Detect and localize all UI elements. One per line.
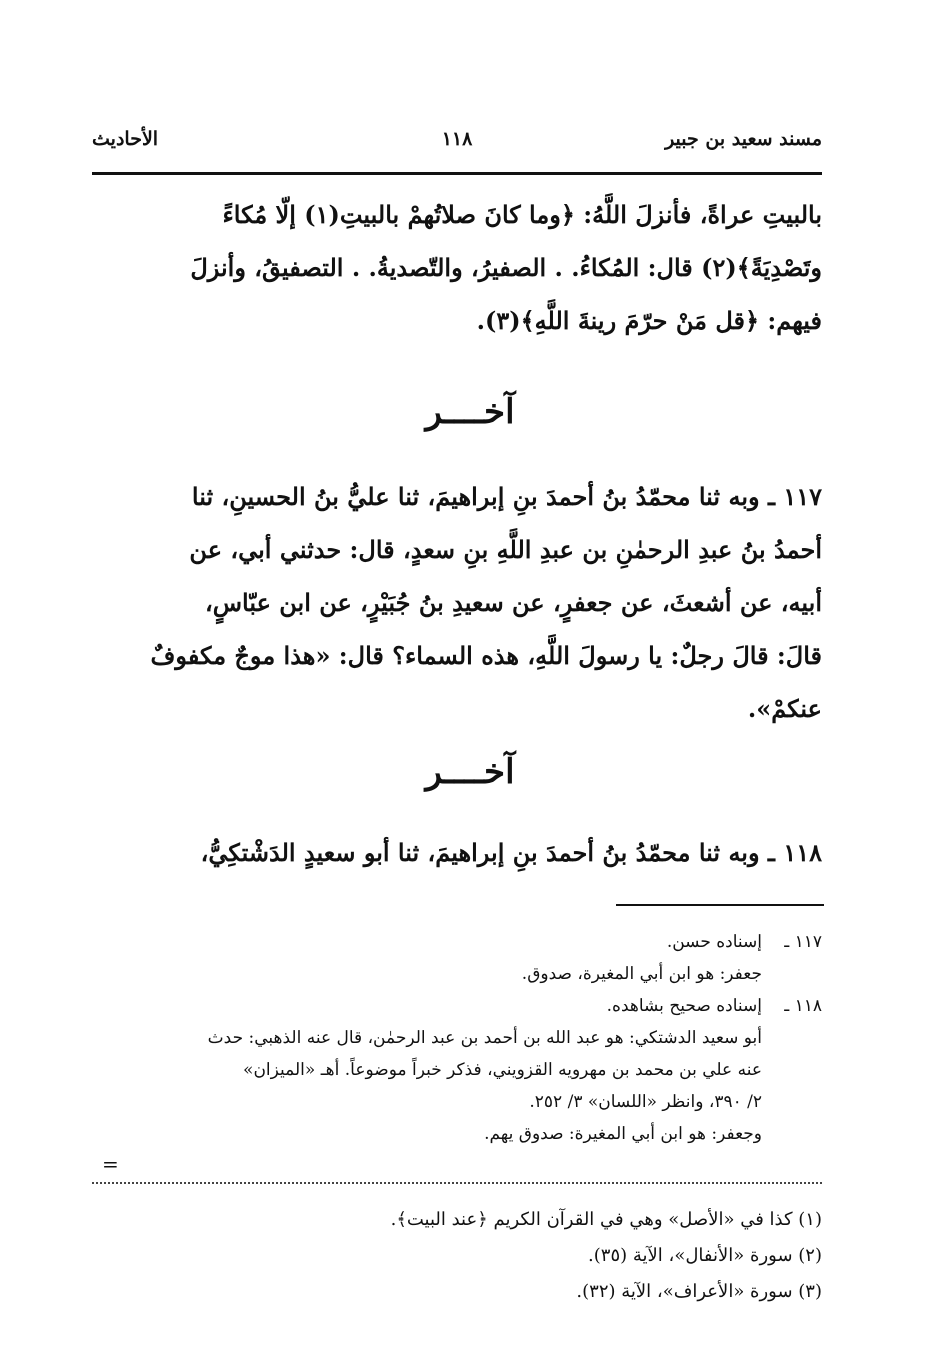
continuation-mark: =	[102, 1152, 119, 1176]
text-line: بالبيتِ عراةً، فأنزلَ اللَّهُ: ﴿وما كانَ صلاتُهمْ بالبيتِ(١) إلّا مُكاءً	[222, 200, 822, 229]
footnote: (٢) سورة «الأنفال»، الآية (٣٥).	[588, 1245, 822, 1266]
section-title: الأحاديث	[92, 128, 159, 150]
footnote-rule	[616, 904, 824, 906]
text-line: قالَ: قالَ رجلٌ: يا رسولَ اللَّهِ، هذه السماء؟ قال: «هذا موجٌ مكفوفٌ	[150, 641, 822, 670]
footnote: (٣) سورة «الأعراف»، الآية (٣٢).	[576, 1281, 822, 1302]
book-title: مسند سعيد بن جبير	[665, 128, 822, 150]
note-detail: عنه علي بن محمد بن مهرويه القزويني، فذكر خبراً موضوعاً. أهـ «الميزان»	[243, 1060, 762, 1080]
note-118	[92, 990, 822, 1022]
footnote: (١) كذا في «الأصل» وهي في القرآن الكريم ﴿عند البيت﴾.	[390, 1209, 822, 1230]
text-line: فيهم: ﴿قل مَنْ حرّمَ رينةَ اللَّهِ﴾(٣).	[476, 306, 822, 335]
note-text: إسناده صحيح بشاهده.	[606, 996, 762, 1016]
note-detail: ٢/ ٣٩٠، وانظر «اللسان» ٣/ ٢٥٢.	[529, 1092, 762, 1112]
text-line: أحمدُ بنُ عبدِ الرحمٰنِ بن عبدِ اللَّهِ بنِ سعدٍ، قال: حدثني أبي، عن	[189, 535, 822, 564]
header-rule	[92, 172, 822, 175]
section-heading: آخــــر	[425, 752, 515, 792]
hadith-118	[92, 826, 822, 879]
note-detail: وجعفر: هو ابن أبي المغيرة: صدوق يهم.	[484, 1124, 762, 1144]
text-line: عنكمْ».	[747, 694, 822, 723]
note-detail: جعفر: هو ابن أبي المغيرة، صدوق.	[521, 964, 762, 984]
hadith-117	[92, 470, 822, 735]
note-number: ١١٨ ـ	[784, 996, 822, 1016]
dotted-separator	[92, 1182, 822, 1184]
commentary-notes	[92, 926, 822, 1150]
note-number: ١١٧ ـ	[784, 932, 822, 952]
text-line: ١١٧ ـ وبه ثنا محمّدُ بنُ أحمدَ بنِ إبراهيمَ، ثنا عليُّ بنُ الحسينِ، ثنا	[191, 482, 822, 511]
page-number: ١١٨	[441, 128, 473, 150]
section-heading: آخــــر	[425, 392, 515, 432]
top-paragraph	[92, 188, 822, 347]
text-line: أبيه، عن أشعثَ، عن جعفرٍ، عن سعيدِ بنُ جُبَيْرٍ، عن ابن عبّاسٍ،	[204, 588, 822, 617]
note-text: إسناده حسن.	[666, 932, 762, 952]
footnotes	[92, 1202, 822, 1310]
text-line: ١١٨ ـ وبه ثنا محمّدُ بنُ أحمدَ بنِ إبراهيمَ، ثنا أبو سعيدٍ الدَشْتكِيُّ،	[200, 838, 822, 867]
text-line: وتَصْدِيَةً﴾(٢) قال: المُكاءُ. . الصفيرُ، والتّصديةُ. . التصفيقُ، وأنزلَ	[190, 253, 822, 282]
note-detail: أبو سعيد الدشتكي: هو عبد الله بن أحمد بن عبد الرحمٰن، قال عنه الذهبي: حدث	[207, 1028, 762, 1048]
running-header	[92, 128, 822, 164]
note-117	[92, 926, 822, 958]
